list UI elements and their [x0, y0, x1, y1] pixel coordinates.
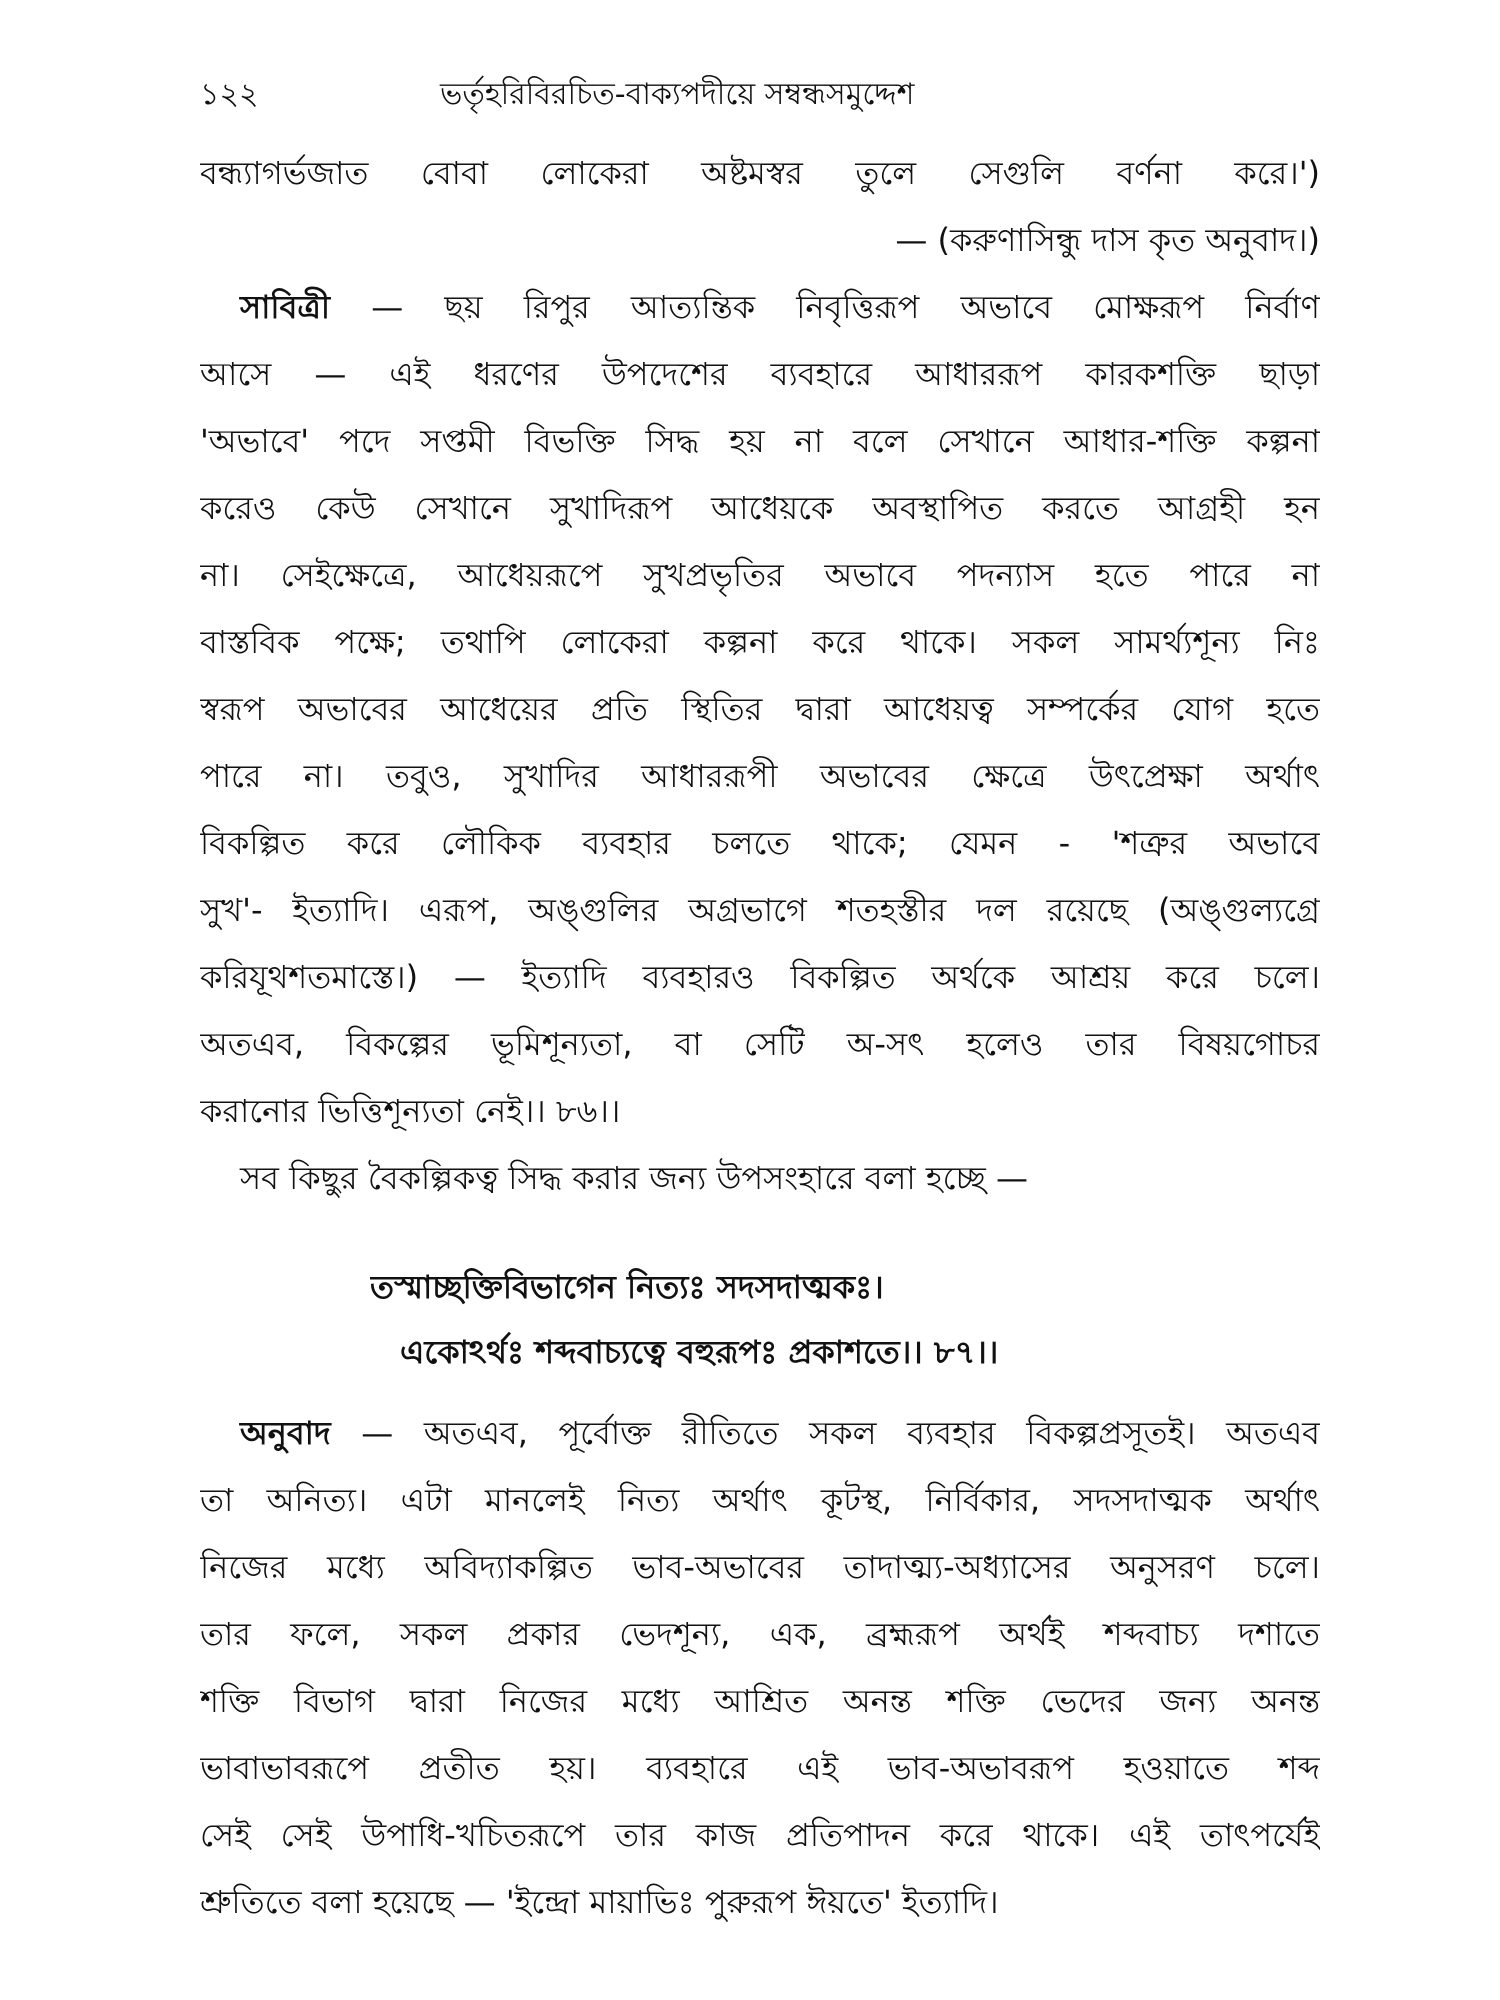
- translation-line: তার ফলে, সকল প্রকার ভেদশূন্য, এক, ব্রহ্মরূপ অর্থই শব্দবাচ্য দশাতে: [200, 1615, 1320, 1653]
- quote-end-line: বন্ধ্যাগর্ভজাত বোবা লোকেরা অষ্টমস্বর তুলে সেগুলি বর্ণনা করে।'): [200, 154, 1320, 192]
- quote-attribution: — (করুণাসিন্ধু দাস কৃত অনুবাদ।): [895, 221, 1320, 259]
- translation-line: সেই সেই উপাধি-খচিতরূপে তার কাজ প্রতিপাদন করে থাকে। এই তাৎপর্যেই: [200, 1816, 1320, 1854]
- commentary-line: করিযূথশতমাস্তে।) — ইত্যাদি ব্যবহারও বিকল্পিত অর্থকে আশ্রয় করে চলে।: [200, 958, 1320, 996]
- verse-line-2: একোঽর্থঃ শব্দবাচ্যত্বে বহুরূপঃ প্রকাশতে।। ৮৭।।: [400, 1333, 999, 1371]
- commentary-label: সাবিত্রী: [240, 288, 331, 326]
- commentary-line: আসে — এই ধরণের উপদেশের ব্যবহারে আধাররূপ কারকশক্তি ছাড়া: [200, 355, 1320, 393]
- translation-line: তা অনিত্য। এটা মানলেই নিত্য অর্থাৎ কূটস্থ, নির্বিকার, সদসদাত্মক অর্থাৎ: [200, 1481, 1320, 1519]
- translation-label: অনুবাদ: [240, 1414, 331, 1452]
- commentary-line: না। সেইক্ষেত্রে, আধেয়রূপে সুখপ্রভৃতির অভাবে পদন্যাস হতে পারে না: [200, 556, 1320, 594]
- commentary-line: বিকল্পিত করে লৌকিক ব্যবহার চলতে থাকে; যেমন - 'শত্রুর অভাবে: [200, 824, 1320, 862]
- commentary-line: পারে না। তবুও, সুখাদির আধাররূপী অভাবের ক্ষেত্রে উৎপ্রেক্ষা অর্থাৎ: [200, 757, 1320, 795]
- commentary-line: স্বরূপ অভাবের আধেয়ের প্রতি স্থিতির দ্বারা আধেয়ত্ব সম্পর্কের যোগ হতে: [200, 690, 1320, 728]
- commentary-line: — ছয় রিপুর আত্যন্তিক নিবৃত্তিরূপ অভাবে মোক্ষরূপ নির্বাণ: [330, 288, 1320, 326]
- upper-text-block: [200, 140, 1320, 1212]
- running-title: ভর্তৃহরিবিরচিত-বাক্যপদীয়ে সম্বন্ধসমুদ্দেশ: [440, 77, 915, 112]
- translation-first-line: [200, 1400, 1320, 1467]
- translation-line: ভাবাভাবরূপে প্রতীত হয়। ব্যবহারে এই ভাব-অভাবরূপ হওয়াতে শব্দ: [200, 1749, 1320, 1787]
- page-number: ১২২: [200, 77, 259, 112]
- commentary-last-line: করানোর ভিত্তিশূন্যতা নেই।। ৮৬।।: [200, 1092, 621, 1130]
- translation-line: — অতএব, পূর্বোক্ত রীতিতে সকল ব্যবহার বিকল্পপ্রসূতই। অতএব: [330, 1414, 1320, 1452]
- commentary-first-line: [200, 274, 1320, 341]
- commentary-line: করেও কেউ সেখানে সুখাদিরূপ আধেয়কে অবস্থাপিত করতে আগ্রহী হন: [200, 489, 1320, 527]
- translation-line: শক্তি বিভাগ দ্বারা নিজের মধ্যে আশ্রিত অনন্ত শক্তি ভেদের জন্য অনন্ত: [200, 1682, 1320, 1720]
- verse-block: [370, 1255, 1320, 1385]
- translation-block: [200, 1400, 1320, 1936]
- translation-line: নিজের মধ্যে অবিদ্যাকল্পিত ভাব-অভাবের তাদাত্ম্য-অধ্যাসের অনুসরণ চলে।: [200, 1548, 1320, 1586]
- transition-line: সব কিছুর বৈকল্পিকত্ব সিদ্ধ করার জন্য উপসংহারে বলা হচ্ছে —: [240, 1159, 1028, 1197]
- translation-last-line: শ্রুতিতে বলা হয়েছে — 'ইন্দ্রো মায়াভিঃ পুরুরূপ ঈয়তে' ইত্যাদি।: [200, 1883, 999, 1921]
- verse-line-1: তস্মাচ্ছক্তিবিভাগেন নিত্যঃ সদসদাত্মকঃ।: [370, 1268, 884, 1306]
- commentary-line: 'অভাবে' পদে সপ্তমী বিভক্তি সিদ্ধ হয় না বলে সেখানে আধার-শক্তি কল্পনা: [200, 422, 1320, 460]
- page-header: [200, 70, 1320, 120]
- commentary-line: অতএব, বিকল্পের ভূমিশূন্যতা, বা সেটি অ-সৎ হলেও তার বিষয়গোচর: [200, 1025, 1320, 1063]
- commentary-line: সুখ'- ইত্যাদি। এরূপ, অঙ্গুলির অগ্রভাগে শতহস্তীর দল রয়েছে (অঙ্গুল্যগ্রে: [200, 891, 1320, 929]
- commentary-line: বাস্তবিক পক্ষে; তথাপি লোকেরা কল্পনা করে থাকে। সকল সামর্থ্যশূন্য নিঃ: [200, 623, 1320, 661]
